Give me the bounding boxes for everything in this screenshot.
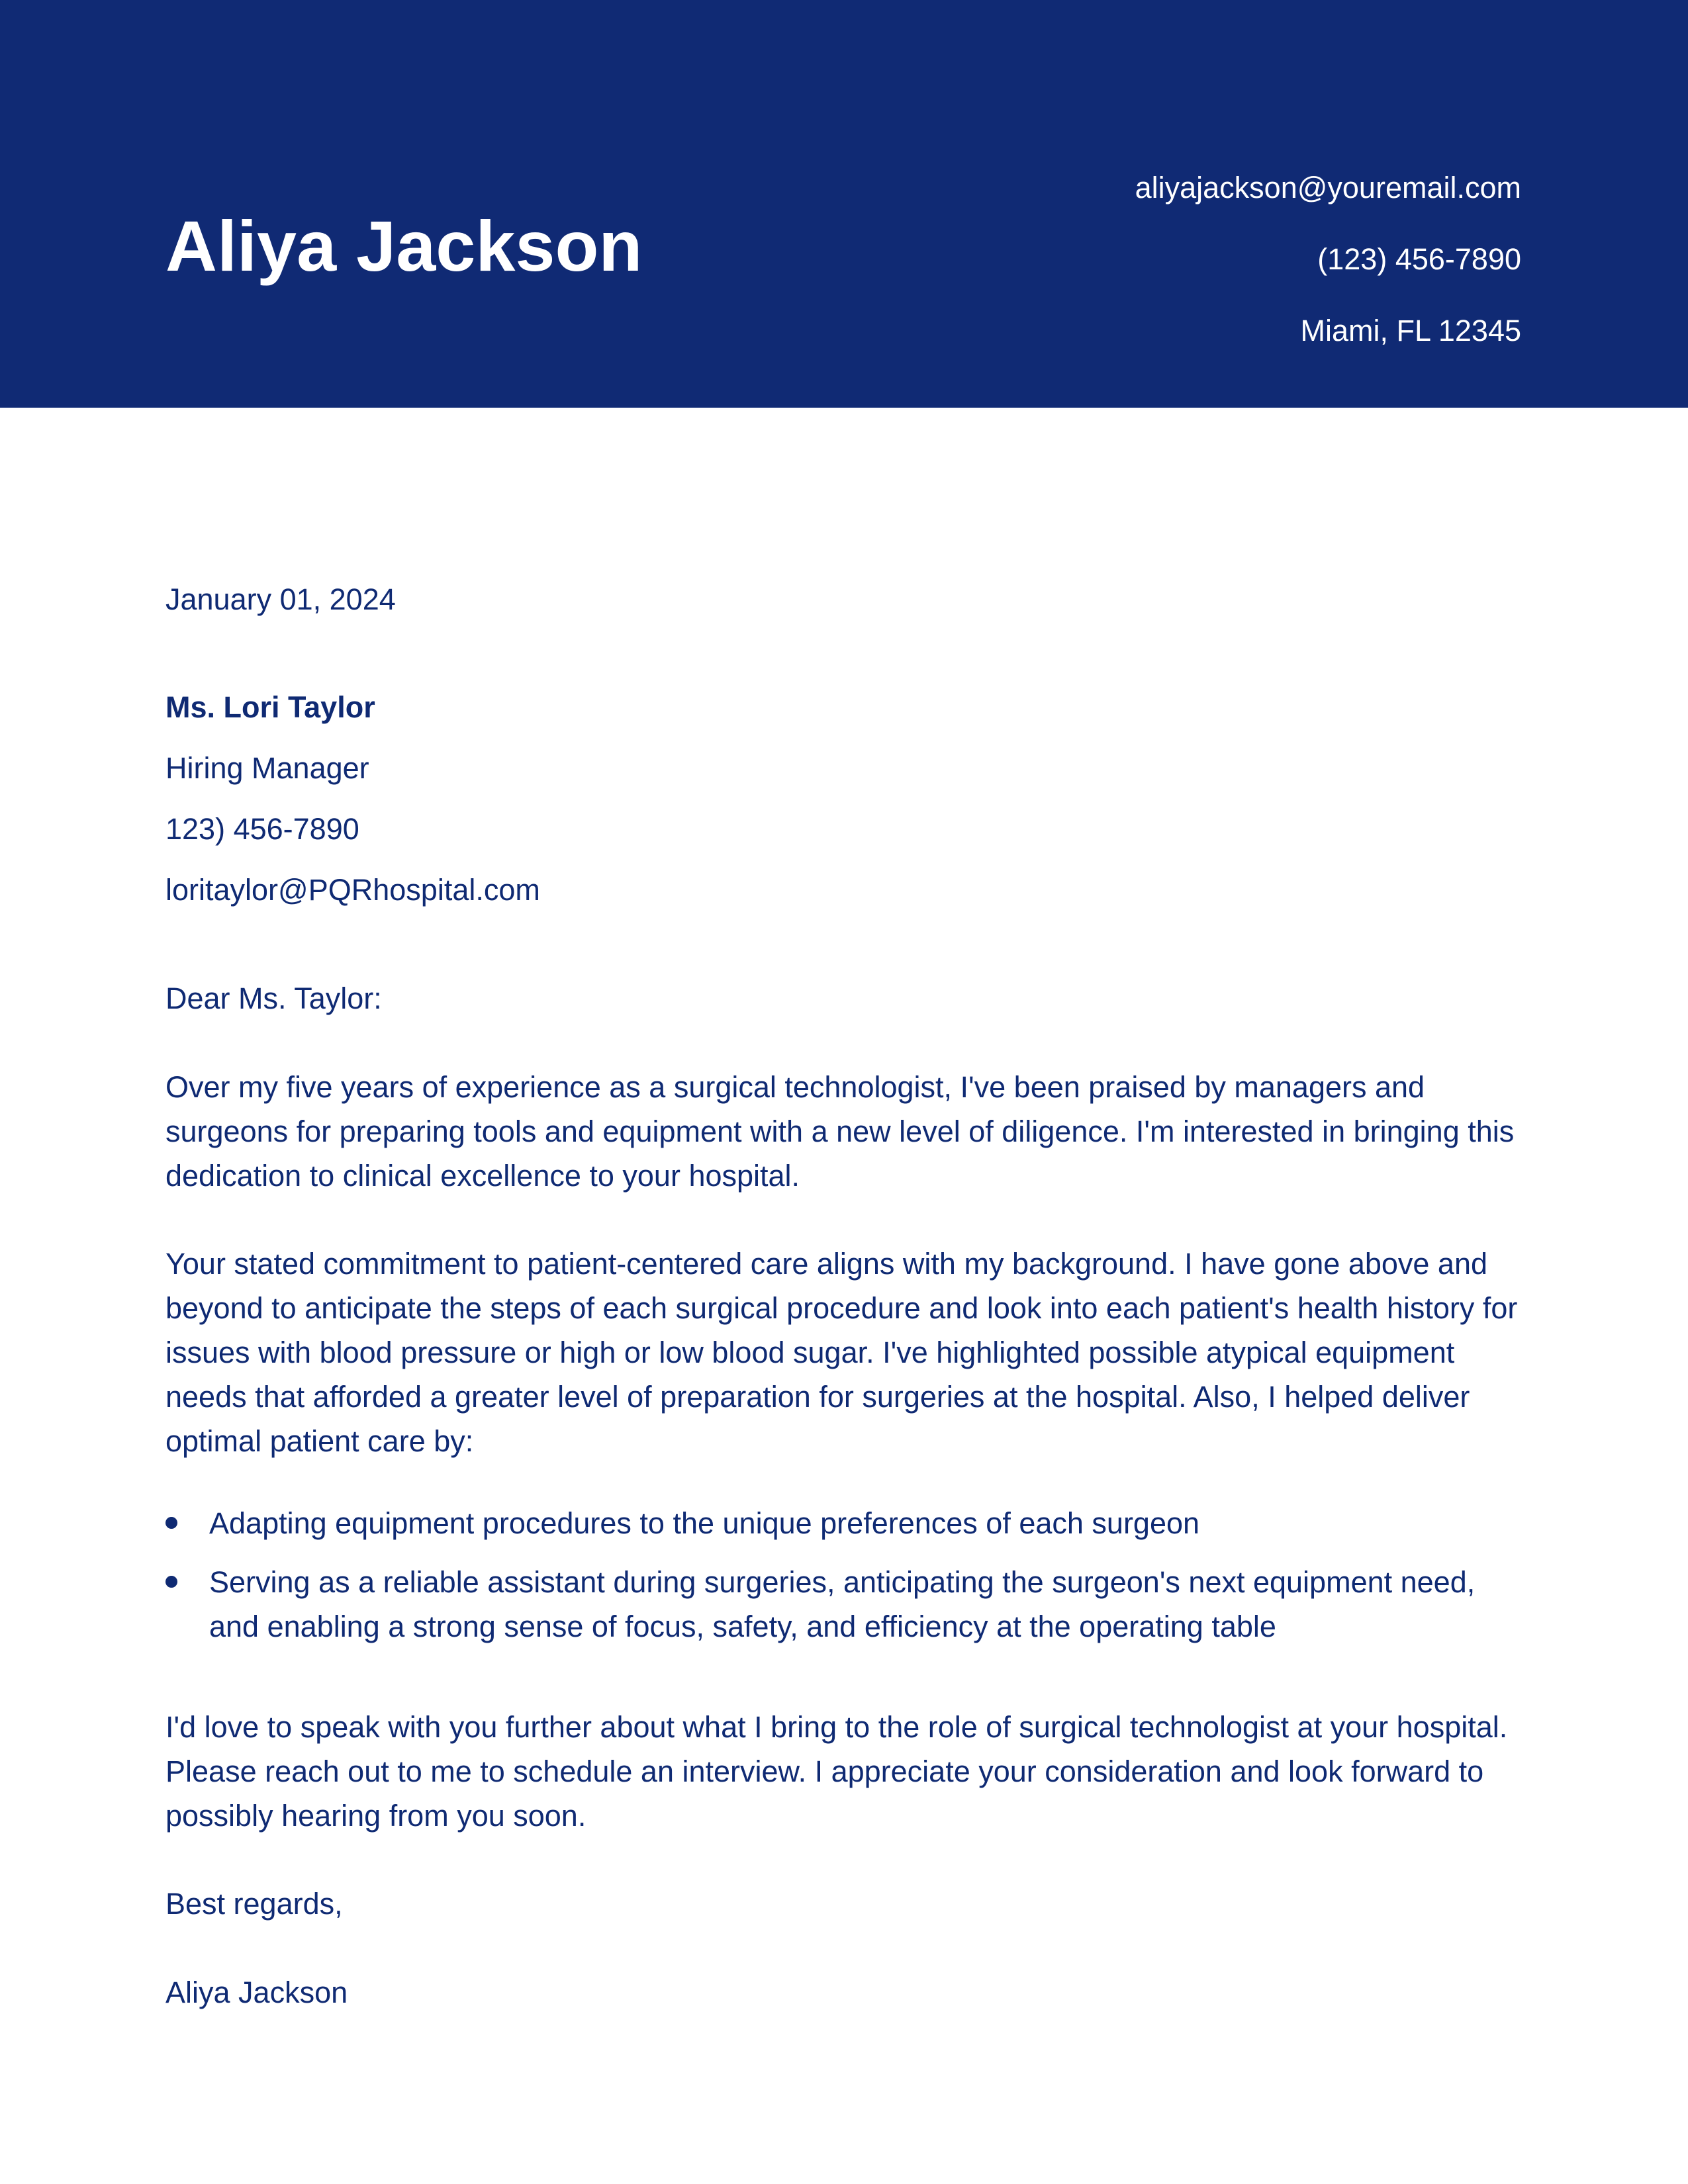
body-paragraph-3: I'd love to speak with you further about what I bring to the role of surgical technologist at your hospital. Please reach out to me to schedule an interview. I appreciate your consideration and look forward to possibly hearing from you soon.: [165, 1710, 1508, 1833]
recipient-title: Hiring Manager: [165, 751, 369, 785]
list-item: [165, 1560, 1529, 1649]
achievement-list: [165, 1501, 1529, 1663]
bullet-icon: [165, 1576, 177, 1588]
body-paragraph-2: Your stated commitment to patient-centered care aligns with my background. I have gone above and beyond to anticipate the steps of each surgical procedure and look into each patient's health history for issues with blood pressure or high or low blood sugar. I've highlighted possible atypical equipment needs that afforded a greater level of preparation for surgeries at the hospital. Also, I helped deliver optimal patient care by:: [165, 1247, 1518, 1458]
sender-phone: (123) 456-7890: [1317, 242, 1521, 276]
letter-date: January 01, 2024: [165, 582, 396, 616]
recipient-email: loritaylor@PQRhospital.com: [165, 873, 540, 907]
closing: Best regards,: [165, 1887, 343, 1921]
recipient-name: Ms. Lori Taylor: [165, 690, 375, 724]
list-item-text: Serving as a reliable assistant during surgeries, anticipating the surgeon's next equipment need, and enabling a strong sense of focus, safety, and efficiency at the operating table: [209, 1565, 1476, 1643]
sender-location: Miami, FL 12345: [1300, 314, 1521, 347]
sender-email: aliyajackson@youremail.com: [1135, 171, 1521, 205]
signature-name: Aliya Jackson: [165, 1976, 348, 2009]
sender-contact-block: [727, 167, 1521, 381]
list-item-text: Adapting equipment procedures to the unique preferences of each surgeon: [209, 1506, 1200, 1540]
bullet-icon: [165, 1517, 177, 1529]
letterhead-banner: [0, 0, 1688, 408]
salutation: Dear Ms. Taylor:: [165, 981, 382, 1015]
body-paragraph-1: Over my five years of experience as a surgical technologist, I've been praised by managers and surgeons for preparing tools and equipment with a new level of diligence. I'm interested in bringing this dedication to clinical excellence to your hospital.: [165, 1070, 1515, 1193]
recipient-block: [165, 685, 540, 929]
list-item: [165, 1501, 1529, 1545]
sender-name: Aliya Jackson: [165, 206, 643, 286]
recipient-phone: 123) 456-7890: [165, 812, 359, 846]
